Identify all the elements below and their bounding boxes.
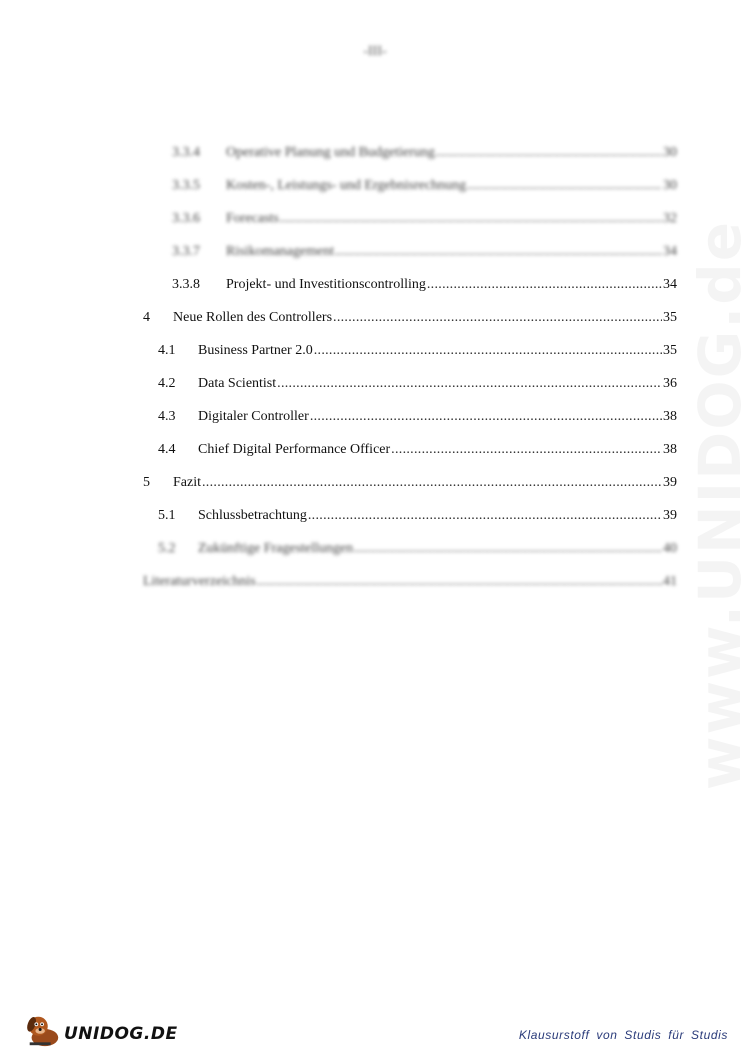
toc-entry[interactable] — [158, 507, 677, 525]
toc-entry[interactable] — [172, 144, 677, 162]
toc-entry-number: 5.2 — [158, 541, 176, 556]
toc-entry-number: 4.4 — [158, 442, 176, 457]
toc-entry-page: 39 — [663, 475, 677, 490]
toc-entry-page: 30 — [663, 145, 677, 160]
toc-entry-page: 35 — [663, 343, 677, 358]
toc-entry-page: 41 — [663, 574, 677, 589]
toc-entry[interactable] — [158, 441, 677, 459]
toc-entry[interactable] — [143, 474, 677, 492]
toc-leader-dots — [391, 441, 662, 459]
toc-entry-page: 30 — [663, 178, 677, 193]
toc-entry-title: Fazit — [173, 475, 201, 490]
toc-entry-title: Kosten-, Leistungs- und Ergebnisrechnung — [226, 178, 467, 193]
toc-entry-number: 3.3.4 — [172, 145, 200, 160]
toc-entry[interactable] — [158, 408, 677, 426]
toc-entry-title: Literaturverzeichnis — [143, 574, 256, 589]
watermark — [645, 270, 750, 740]
logo-text: UNIDOG.DE — [64, 1024, 178, 1044]
toc-entry-page: 39 — [663, 508, 677, 523]
toc-entry[interactable] — [172, 276, 677, 294]
toc-leader-dots — [314, 342, 662, 360]
unidog-logo[interactable] — [24, 1010, 178, 1050]
toc-leader-dots — [280, 210, 662, 228]
toc-entry-title: Chief Digital Performance Officer — [198, 442, 391, 457]
toc-entry-number: 3.3.8 — [172, 277, 200, 292]
toc-entry-title: Projekt- und Investitionscontrolling — [226, 277, 426, 292]
toc-leader-dots — [202, 474, 662, 492]
toc-leader-dots — [257, 573, 662, 591]
toc-entry-page: 36 — [663, 376, 677, 391]
toc-entry-title: Schlussbetrachtung — [198, 508, 307, 523]
toc-entry[interactable] — [172, 210, 677, 228]
toc-leader-dots — [436, 144, 662, 162]
toc-leader-dots — [310, 408, 662, 426]
toc-entry-number: 5 — [143, 475, 150, 490]
toc-entry-title: Neue Rollen des Controllers — [173, 310, 333, 325]
toc-leader-dots — [335, 243, 662, 261]
toc-entry-title: Zukünftige Fragestellungen — [198, 541, 354, 556]
toc-entry-page: 34 — [663, 277, 677, 292]
toc-entry-title: Forecasts — [226, 211, 279, 226]
toc-leader-dots — [333, 309, 662, 327]
toc-entry-number: 3.3.7 — [172, 244, 200, 259]
toc-entry-page: 40 — [663, 541, 677, 556]
footer-slogan: Klausurstoff von Studis für Studis — [518, 1028, 728, 1042]
toc-entry[interactable] — [158, 375, 677, 393]
dog-mascot-icon — [24, 1011, 62, 1049]
page-number: -III- — [363, 44, 387, 59]
toc-entry-page: 38 — [663, 409, 677, 424]
toc-entry-title: Business Partner 2.0 — [198, 343, 313, 358]
toc-entry[interactable] — [172, 243, 677, 261]
toc-entry-title: Data Scientist — [198, 376, 277, 391]
toc-entry-title: Operative Planung und Budgetierung — [226, 145, 435, 160]
toc-entry-number: 4 — [143, 310, 150, 325]
toc-leader-dots — [427, 276, 662, 294]
toc-leader-dots — [277, 375, 662, 393]
toc-entry-number: 3.3.6 — [172, 211, 200, 226]
toc-entry-page: 38 — [663, 442, 677, 457]
toc-entry-page: 32 — [663, 211, 677, 226]
toc-entry-page: 34 — [663, 244, 677, 259]
toc-entry[interactable] — [172, 177, 677, 195]
toc-leader-dots — [354, 540, 662, 558]
toc-entry-number: 3.3.5 — [172, 178, 200, 193]
toc-entry[interactable] — [143, 573, 677, 591]
toc-entry[interactable] — [158, 540, 677, 558]
toc-leader-dots — [308, 507, 662, 525]
toc-entry-page: 35 — [663, 310, 677, 325]
toc-entry[interactable] — [158, 342, 677, 360]
watermark-text — [686, 220, 750, 790]
toc-leader-dots — [467, 177, 662, 195]
toc-entry[interactable] — [143, 309, 677, 327]
toc-entry-number: 4.1 — [158, 343, 176, 358]
toc-entry-number: 5.1 — [158, 508, 176, 523]
toc-entry-title: Risikomanagement — [226, 244, 335, 259]
toc-entry-number: 4.2 — [158, 376, 176, 391]
toc-entry-title: Digitaler Controller — [198, 409, 309, 424]
toc-entry-number: 4.3 — [158, 409, 176, 424]
